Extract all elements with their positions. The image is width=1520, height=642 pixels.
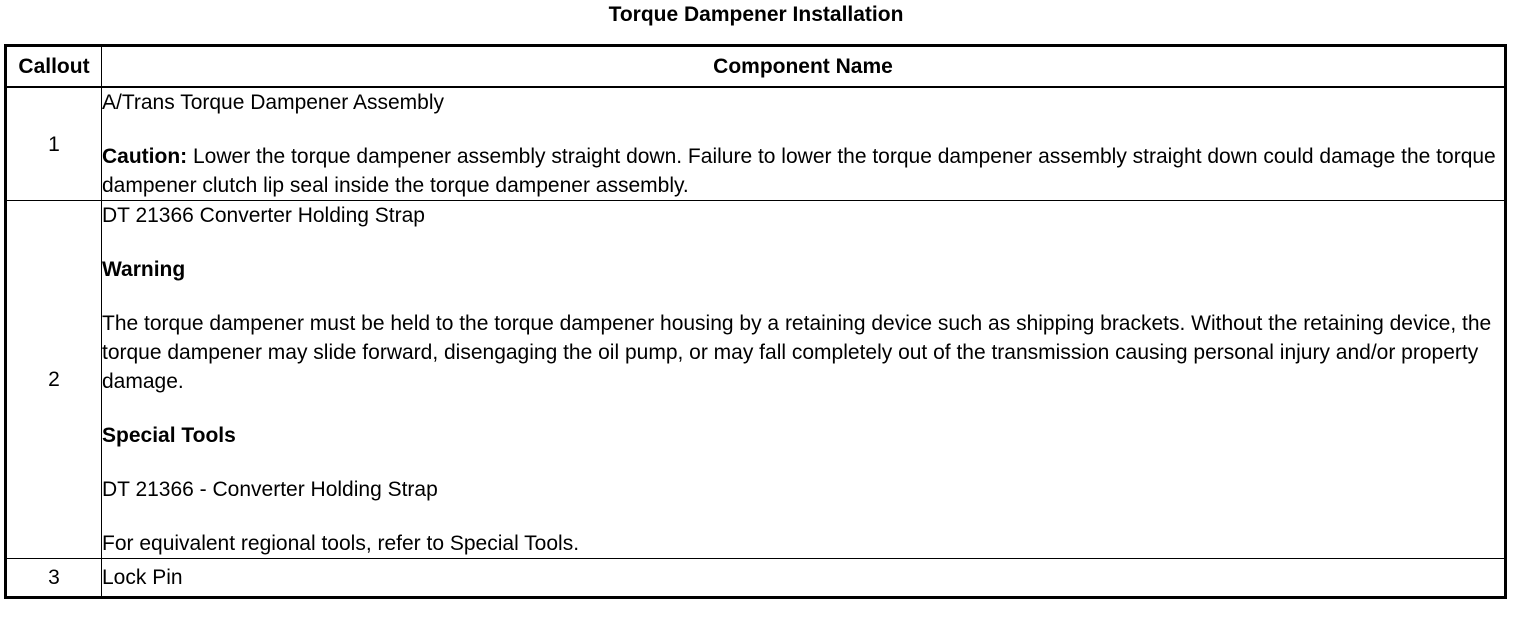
callout-column-header: Callout [6, 46, 102, 88]
table-row [6, 559, 1506, 598]
component-cell [102, 87, 1506, 201]
callout-table [4, 44, 1507, 599]
table-row [6, 201, 1506, 559]
table-header-row [6, 46, 1506, 88]
callout-number: 2 [6, 201, 102, 559]
table-row [6, 87, 1506, 201]
component-name: Lock Pin [102, 566, 183, 589]
component-name: DT 21366 Converter Holding Strap [102, 204, 425, 227]
component-cell [102, 201, 1506, 559]
caution-note [102, 142, 1504, 200]
special-tools-note: For equivalent regional tools, refer to Special Tools. [102, 532, 580, 555]
caution-text: Lower the torque dampener assembly straight down. Failure to lower the torque dampener assembly straight down could damage the torque dampener clutch lip seal inside the torque dampener assembly. [102, 145, 1496, 197]
callout-number: 1 [6, 87, 102, 201]
warning-text: The torque dampener must be held to the torque dampener housing by a retaining device such as shipping brackets. Without the retaining device, the torque dampener may slide forward, disengaging the oil pump, or may fall completely out of the transmission causing personal injury and/or property damage. [102, 312, 1492, 393]
component-cell [102, 559, 1506, 598]
page-title: Torque Dampener Installation [608, 3, 904, 26]
caution-label: Caution: [102, 145, 188, 168]
special-tools-heading: Special Tools [102, 424, 236, 447]
callout-number: 3 [6, 559, 102, 598]
warning-heading: Warning [102, 258, 186, 281]
component-column-header: Component Name [102, 46, 1506, 88]
component-name: A/Trans Torque Dampener Assembly [102, 91, 444, 114]
special-tool-item: DT 21366 - Converter Holding Strap [102, 478, 438, 501]
